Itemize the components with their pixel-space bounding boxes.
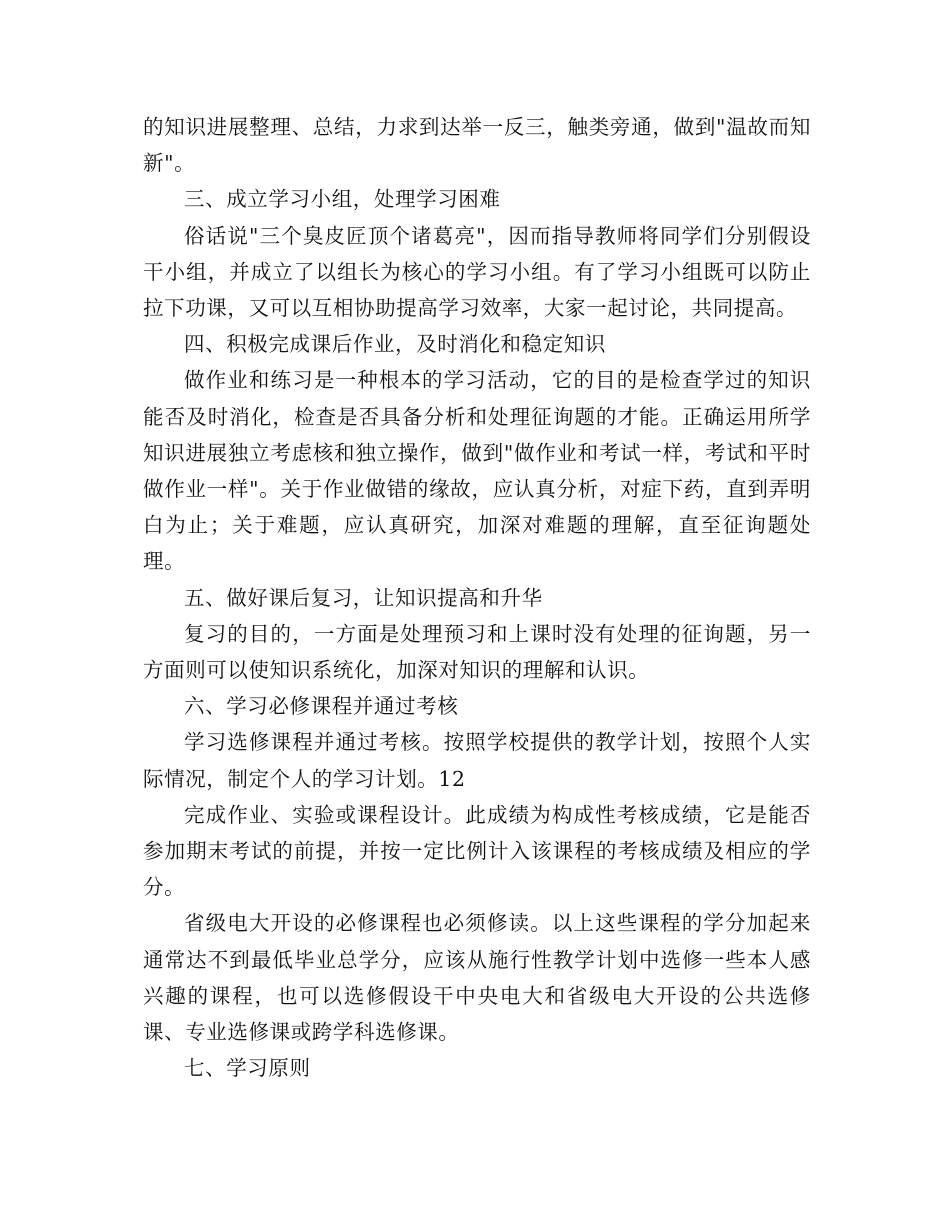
section-heading-7: 七、学习原则 [184, 1056, 311, 1081]
paragraph-continuation: 的知识进展整理、总结，力求到达举一反三，触类旁通，做到"温故而知新"。 [143, 115, 811, 176]
paragraph-assignments: 完成作业、实验或课程设计。此成绩为构成性考核成绩，它是能否参加期末考试的前提，并按一定比例计入该课程的考核成绩及相应的学分。 [143, 802, 811, 900]
document-body [143, 109, 811, 1086]
paragraph-study-groups: 俗话说"三个臭皮匠顶个诸葛亮"，因而指导教师将同学们分别假设干小组，并成立了以组长为核心的学习小组。有了学习小组既可以防止拉下功课，又可以互相协助提高学习效率，大家一起讨论，共同提高。 [143, 223, 811, 321]
paragraph-review: 复习的目的，一方面是处理预习和上课时没有处理的征询题，另一方面则可以使知识系统化，加深对知识的理解和认识。 [143, 621, 811, 683]
section-heading-6: 六、学习必修课程并通过考核 [184, 694, 459, 719]
section-heading-4: 四、积极完成课后作业，及时消化和稳定知识 [184, 332, 606, 357]
paragraph-elective: 学习选修课程并通过考核。按照学校提供的教学计划，按照个人实际情况，制定个人的学习计划。12 [143, 730, 811, 791]
paragraph-homework: 做作业和练习是一种根本的学习活动，它的目的是检查学过的知识能否及时消化，检查是否具备分析和处理征询题的才能。正确运用所学知识进展独立考虑核和独立操作，做到"做作业和考试一样，考试和平时做作业一样"。关于作业做错的缘故，应认真分析，对症下药，直到弄明白为止；关于难题，应认真研究，加深对难题的理解，直至征询题处理。 [143, 368, 811, 574]
section-heading-3: 三、成立学习小组，处理学习困难 [184, 187, 501, 212]
section-heading-5: 五、做好课后复习，让知识提高和升华 [184, 585, 543, 610]
paragraph-required-courses: 省级电大开设的必修课程也必须修读。以上这些课程的学分加起来通常达不到最低毕业总学分，应该从施行性教学计划中选修一些本人感兴趣的课程，也可以选修假设干中央电大和省级电大开设的公共选修课、专业选修课或跨学科选修课。 [143, 911, 811, 1045]
